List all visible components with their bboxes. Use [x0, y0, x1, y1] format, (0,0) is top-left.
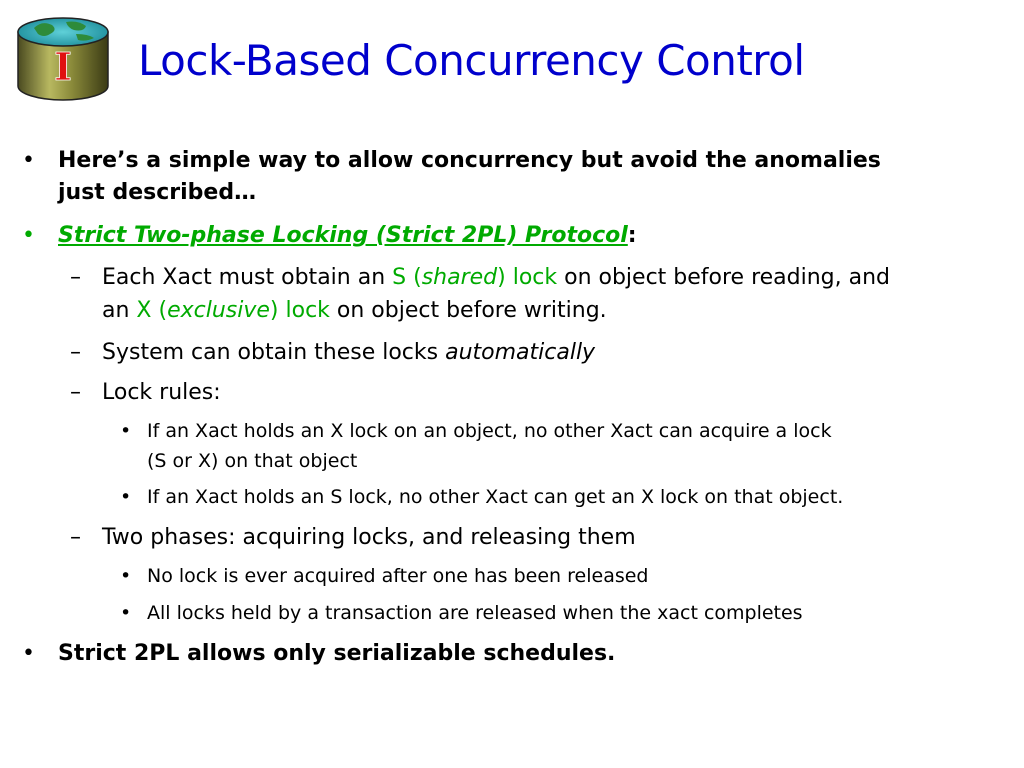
shared-word: shared [421, 265, 498, 290]
s-lock-label: S ( [392, 265, 422, 290]
bullet-1-line-2: just described… [58, 180, 257, 205]
rule-1-line-1: If an Xact holds an X lock on an object, no other Xact can acquire a lock [147, 420, 832, 442]
protocol-link[interactable]: Strict Two-phase Locking (Strict 2PL) Protocol [58, 223, 628, 248]
phase-point-1: No lock is ever acquired after one has been released [147, 565, 649, 587]
level1-bullet-marker: • [22, 223, 35, 248]
s-lock-suffix: ) lock [497, 265, 558, 290]
sub-1-text-end: on object before reading, and [557, 265, 891, 290]
sub-2 [102, 340, 595, 365]
level2-dash-marker: – [70, 340, 81, 365]
sub-3-lock-rules: Lock rules: [102, 380, 221, 405]
logo-letter: I [54, 44, 72, 89]
rule-1-line-2: (S or X) on that object [147, 450, 358, 472]
level3-bullet-marker: • [120, 420, 132, 442]
bullet-1-line-1: Here’s a simple way to allow concurrency but avoid the anomalies [58, 148, 881, 173]
sub-4-two-phases: Two phases: acquiring locks, and releasing them [102, 525, 636, 550]
x-lock-suffix: ) lock [269, 298, 330, 323]
sub-1-line-2 [102, 298, 607, 323]
sub-1-line-2-start: an [102, 298, 137, 323]
level3-bullet-marker: • [120, 486, 132, 508]
bullet-2-colon: : [627, 223, 637, 248]
level1-bullet-marker: • [22, 148, 35, 173]
level3-bullet-marker: • [120, 565, 132, 587]
bullet-3-conclusion: Strict 2PL allows only serializable schedules. [58, 641, 616, 666]
sub-2-text: System can obtain these locks [102, 340, 446, 365]
level2-dash-marker: – [70, 265, 81, 290]
level1-bullet-marker: • [22, 641, 35, 666]
level3-bullet-marker: • [120, 602, 132, 624]
slide-title: Lock-Based Concurrency Control [138, 36, 805, 85]
bullet-2 [58, 223, 637, 248]
exclusive-word: exclusive [167, 298, 270, 323]
x-lock-label: X ( [136, 298, 168, 323]
sub-1-line-1 [102, 265, 890, 290]
sub-1-text: Each Xact must obtain an [102, 265, 393, 290]
rule-2: If an Xact holds an S lock, no other Xact can get an X lock on that object. [147, 486, 844, 508]
phase-point-2: All locks held by a transaction are released when the xact completes [147, 602, 803, 624]
sub-1-line-2-end: on object before writing. [329, 298, 607, 323]
automatically-word: automatically [445, 340, 596, 365]
level2-dash-marker: – [70, 525, 81, 550]
level2-dash-marker: – [70, 380, 81, 405]
